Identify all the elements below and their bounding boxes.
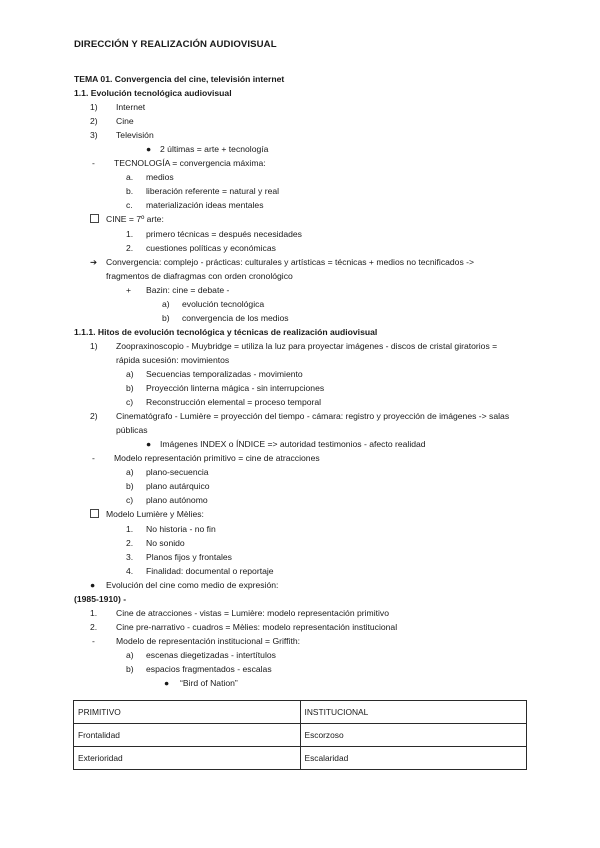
list-item-text: plano-secuencia	[146, 467, 209, 477]
list-item	[74, 128, 534, 142]
checkbox-item	[74, 507, 534, 522]
bullet-icon: ●	[146, 439, 152, 449]
list-marker: 4.	[126, 566, 134, 576]
list-item	[74, 170, 534, 184]
table-cell: Escorzoso	[300, 724, 527, 747]
plus-icon: +	[126, 285, 132, 295]
list-item	[74, 241, 534, 255]
table-row	[74, 724, 527, 747]
list-item-text: Secuencias temporalizadas - movimiento	[146, 369, 303, 379]
document-body	[74, 72, 534, 690]
topic-heading: TEMA 01. Convergencia del cine, televisión internet	[74, 74, 285, 84]
list-item	[74, 227, 534, 241]
list-marker: b)	[126, 664, 134, 674]
section-heading: 1.1. Evolución tecnológica audiovisual	[74, 88, 232, 98]
list-marker: 2.	[126, 538, 134, 548]
list-item	[74, 381, 534, 395]
table-header-cell: INSTITUCIONAL	[300, 701, 527, 724]
list-item-text: Modelo representación primitivo = cine de atracciones	[114, 453, 320, 463]
list-item-text: materialización ideas mentales	[146, 200, 264, 210]
table-cell: Exterioridad	[74, 747, 301, 770]
bullet-icon: ●	[146, 144, 152, 154]
list-item	[74, 156, 534, 170]
list-item	[74, 367, 534, 381]
list-item-text: Finalidad: documental o reportaje	[146, 566, 274, 576]
period-label: (1985-1910) -	[74, 594, 127, 604]
list-marker: 2.	[126, 243, 134, 253]
list-item	[74, 409, 534, 423]
list-item	[74, 662, 534, 676]
list-marker: a)	[126, 650, 134, 660]
list-marker: a)	[162, 299, 170, 309]
list-item	[74, 184, 534, 198]
list-item-text: TECNOLOGÍA = convergencia máxima:	[114, 158, 266, 168]
list-item	[74, 522, 534, 536]
list-item	[74, 100, 534, 114]
list-marker: 3)	[90, 130, 98, 140]
arrow-right-icon: ➔	[90, 257, 98, 267]
list-item-text: Internet	[116, 102, 146, 112]
list-item	[74, 198, 534, 212]
list-item	[74, 114, 534, 128]
list-item-text: Proyección linterna mágica - sin interrupciones	[146, 383, 325, 393]
table-header-row	[74, 701, 527, 724]
list-marker: 2)	[90, 116, 98, 126]
list-marker: b)	[126, 481, 134, 491]
list-item-text: espacios fragmentados - escalas	[146, 664, 272, 674]
list-item	[74, 311, 534, 325]
comparison-table	[73, 700, 527, 770]
list-marker: b)	[162, 313, 170, 323]
bullet-icon: ●	[90, 580, 96, 590]
list-marker: b.	[126, 186, 134, 196]
arrow-item-text: Convergencia: complejo - prácticas: culturales y artísticas = técnicas + medios no tecnificados ->	[106, 257, 475, 267]
list-item	[74, 297, 534, 311]
list-item	[74, 283, 534, 297]
checkbox-item-text: CINE = 7º arte:	[106, 214, 164, 224]
table-header-cell: PRIMITIVO	[74, 701, 301, 724]
list-item	[74, 550, 534, 564]
checkbox-icon[interactable]	[90, 214, 99, 223]
list-marker: c.	[126, 200, 133, 210]
list-item	[74, 479, 534, 493]
list-item	[74, 606, 534, 620]
list-item	[74, 536, 534, 550]
list-marker: a)	[126, 467, 134, 477]
list-marker: c)	[126, 495, 134, 505]
list-item-text: convergencia de los medios	[182, 313, 289, 323]
list-item-text: No sonido	[146, 538, 185, 548]
list-item-text: Reconstrucción elemental = proceso temporal	[146, 397, 322, 407]
list-item-text: Cinematógrafo - Lumière = proyección del tiempo - cámara: registro y proyección de imágenes -> salas	[116, 411, 510, 421]
list-marker: a)	[126, 369, 134, 379]
list-item-text: cuestiones políticas y económicas	[146, 243, 276, 253]
arrow-item-continuation: fragmentos de diafragmas con orden cronológico	[106, 271, 293, 281]
list-marker: 3.	[126, 552, 134, 562]
bullet-icon: ●	[164, 678, 170, 688]
section-heading: 1.1.1. Hitos de evolución tecnológica y técnicas de realización audiovisual	[74, 327, 378, 337]
list-item-text: Televisión	[116, 130, 154, 140]
bullet-text: “Bird of Nation”	[180, 678, 238, 688]
list-item-text: Cine de atracciones - vistas = Lumière: modelo representación primitivo	[116, 608, 389, 618]
list-item-text: Planos fijos y frontales	[146, 552, 232, 562]
list-marker: c)	[126, 397, 134, 407]
list-item-text: evolución tecnológica	[182, 299, 265, 309]
list-item-text: liberación referente = natural y real	[146, 186, 280, 196]
list-item-text: medios	[146, 172, 174, 182]
list-marker: 2.	[90, 622, 98, 632]
list-marker: 2)	[90, 411, 98, 421]
checkbox-item-text: Modelo Lumière y Mèlies:	[106, 509, 204, 519]
list-item-text: plano autónomo	[146, 495, 208, 505]
list-marker: 1.	[126, 229, 134, 239]
bullet-item	[74, 437, 534, 451]
list-marker: 1.	[90, 608, 98, 618]
list-item-text: Cine	[116, 116, 134, 126]
list-marker: a.	[126, 172, 134, 182]
checkbox-icon[interactable]	[90, 509, 99, 518]
list-item-text: Modelo de representación institucional = Griffith:	[116, 636, 300, 646]
list-item	[74, 648, 534, 662]
list-item	[74, 620, 534, 634]
list-marker: 1)	[90, 341, 98, 351]
bullet-text: Evolución del cine como medio de expresión:	[106, 580, 279, 590]
list-item-text: primero técnicas = después necesidades	[146, 229, 302, 239]
list-marker: -	[92, 453, 95, 463]
document-title: DIRECCIÓN Y REALIZACIÓN AUDIOVISUAL	[74, 39, 277, 50]
bullet-item	[74, 578, 534, 592]
list-item-text: Zoopraxinoscopio - Muybridge = utiliza la luz para proyectar imágenes - discos de cristal giratorios =	[116, 341, 498, 351]
list-item-continuation: públicas	[116, 425, 148, 435]
table-cell: Frontalidad	[74, 724, 301, 747]
list-marker: -	[92, 158, 95, 168]
list-item-text: Bazin: cine = debate -	[146, 285, 230, 295]
list-item	[74, 465, 534, 479]
bullet-text: Imágenes INDEX o ÍNDICE => autoridad testimonios - afecto realidad	[160, 439, 426, 449]
list-marker: 1.	[126, 524, 134, 534]
bullet-item	[74, 142, 534, 156]
list-item	[74, 339, 534, 353]
list-item	[74, 451, 534, 465]
list-item-text: No historia - no fin	[146, 524, 216, 534]
list-marker: 1)	[90, 102, 98, 112]
table-row	[74, 747, 527, 770]
list-item-text: Cine pre-narrativo - cuadros = Mèlies: modelo representación institucional	[116, 622, 398, 632]
list-item	[74, 493, 534, 507]
list-item-text: plano autárquico	[146, 481, 210, 491]
arrow-item	[74, 255, 534, 269]
list-item-text: escenas diegetizadas - intertítulos	[146, 650, 276, 660]
list-item	[74, 634, 534, 648]
list-marker: -	[92, 636, 95, 646]
list-item	[74, 395, 534, 409]
list-item-continuation: rápida sucesión: movimientos	[116, 355, 230, 365]
table-cell: Escalaridad	[300, 747, 527, 770]
list-item	[74, 564, 534, 578]
bullet-text: 2 últimas = arte + tecnología	[160, 144, 269, 154]
bullet-item	[74, 676, 534, 690]
checkbox-item	[74, 212, 534, 227]
list-marker: b)	[126, 383, 134, 393]
